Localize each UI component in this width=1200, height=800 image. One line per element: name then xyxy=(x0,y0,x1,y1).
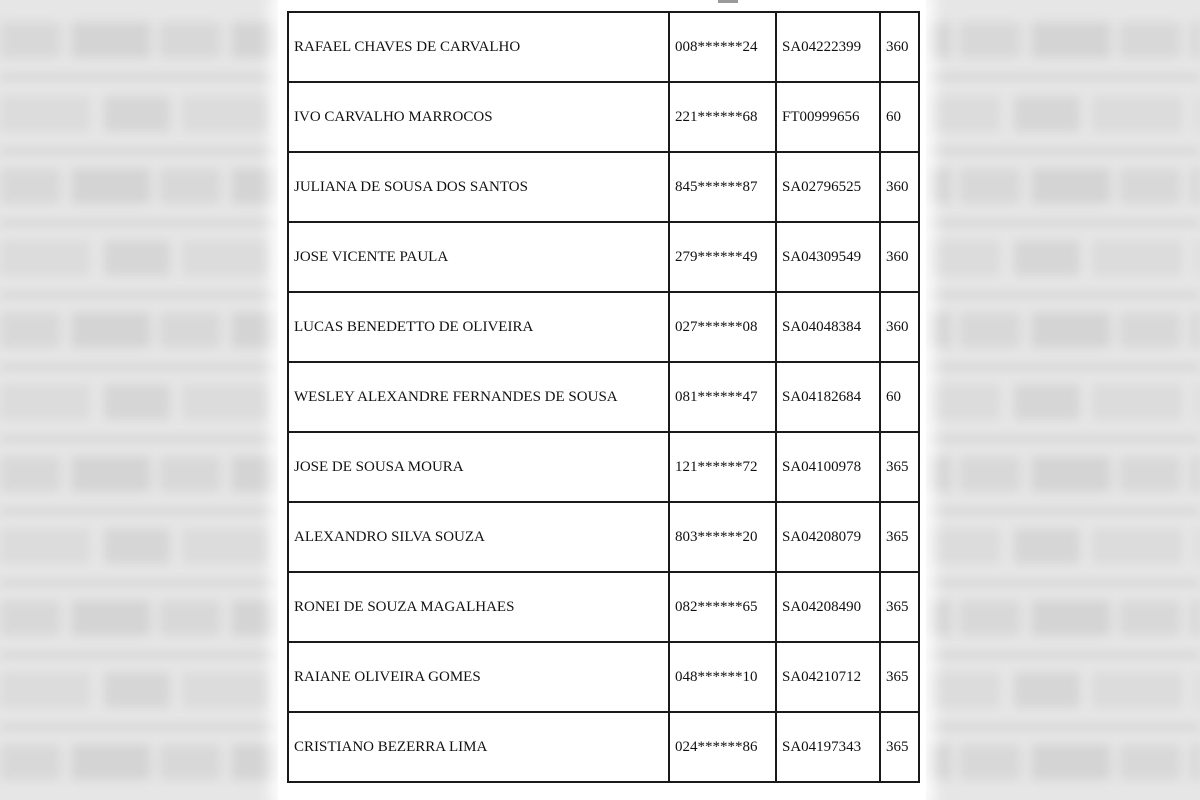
cell-cpf: 221******68 xyxy=(669,82,776,152)
cell-days: 360 xyxy=(880,222,919,292)
cell-name: WESLEY ALEXANDRE FERNANDES DE SOUSA xyxy=(288,362,669,432)
cell-name: ALEXANDRO SILVA SOUZA xyxy=(288,502,669,572)
cell-cpf: 024******86 xyxy=(669,712,776,782)
cell-days: 60 xyxy=(880,362,919,432)
cell-days: 60 xyxy=(880,82,919,152)
cell-code: SA04197343 xyxy=(776,712,880,782)
cell-cpf: 803******20 xyxy=(669,502,776,572)
cell-code: SA04048384 xyxy=(776,292,880,362)
cell-name: RAFAEL CHAVES DE CARVALHO xyxy=(288,12,669,82)
cell-code: SA04182684 xyxy=(776,362,880,432)
table-row xyxy=(288,432,919,502)
cell-cpf: 081******47 xyxy=(669,362,776,432)
cell-cpf: 279******49 xyxy=(669,222,776,292)
table-row xyxy=(288,292,919,362)
cell-name: LUCAS BENEDETTO DE OLIVEIRA xyxy=(288,292,669,362)
cell-code: SA04208490 xyxy=(776,572,880,642)
cell-code: FT00999656 xyxy=(776,82,880,152)
table-row xyxy=(288,502,919,572)
cell-name: RAIANE OLIVEIRA GOMES xyxy=(288,642,669,712)
cell-name: RONEI DE SOUZA MAGALHAES xyxy=(288,572,669,642)
cell-code: SA04100978 xyxy=(776,432,880,502)
cell-name: IVO CARVALHO MARROCOS xyxy=(288,82,669,152)
cell-cpf: 048******10 xyxy=(669,642,776,712)
table-row xyxy=(288,642,919,712)
cell-code: SA04210712 xyxy=(776,642,880,712)
cell-cpf: 845******87 xyxy=(669,152,776,222)
cell-days: 360 xyxy=(880,12,919,82)
cell-days: 365 xyxy=(880,572,919,642)
cell-cpf: 008******24 xyxy=(669,12,776,82)
table-row xyxy=(288,572,919,642)
cell-code: SA04208079 xyxy=(776,502,880,572)
cell-days: 365 xyxy=(880,642,919,712)
cell-days: 365 xyxy=(880,502,919,572)
table-row xyxy=(288,222,919,292)
cell-days: 360 xyxy=(880,292,919,362)
cell-name: JOSE DE SOUSA MOURA xyxy=(288,432,669,502)
page-mark xyxy=(718,0,738,3)
cell-cpf: 027******08 xyxy=(669,292,776,362)
cell-days: 365 xyxy=(880,432,919,502)
cell-name: JOSE VICENTE PAULA xyxy=(288,222,669,292)
document-page xyxy=(278,0,926,800)
cell-code: SA02796525 xyxy=(776,152,880,222)
records-table-body xyxy=(288,12,919,782)
records-table xyxy=(287,11,920,783)
cell-cpf: 082******65 xyxy=(669,572,776,642)
cell-days: 360 xyxy=(880,152,919,222)
table-row xyxy=(288,152,919,222)
cell-days: 365 xyxy=(880,712,919,782)
table-row xyxy=(288,82,919,152)
cell-code: SA04309549 xyxy=(776,222,880,292)
cell-code: SA04222399 xyxy=(776,12,880,82)
table-row xyxy=(288,362,919,432)
table-row xyxy=(288,712,919,782)
table-row xyxy=(288,12,919,82)
cell-name: JULIANA DE SOUSA DOS SANTOS xyxy=(288,152,669,222)
cell-name: CRISTIANO BEZERRA LIMA xyxy=(288,712,669,782)
cell-cpf: 121******72 xyxy=(669,432,776,502)
